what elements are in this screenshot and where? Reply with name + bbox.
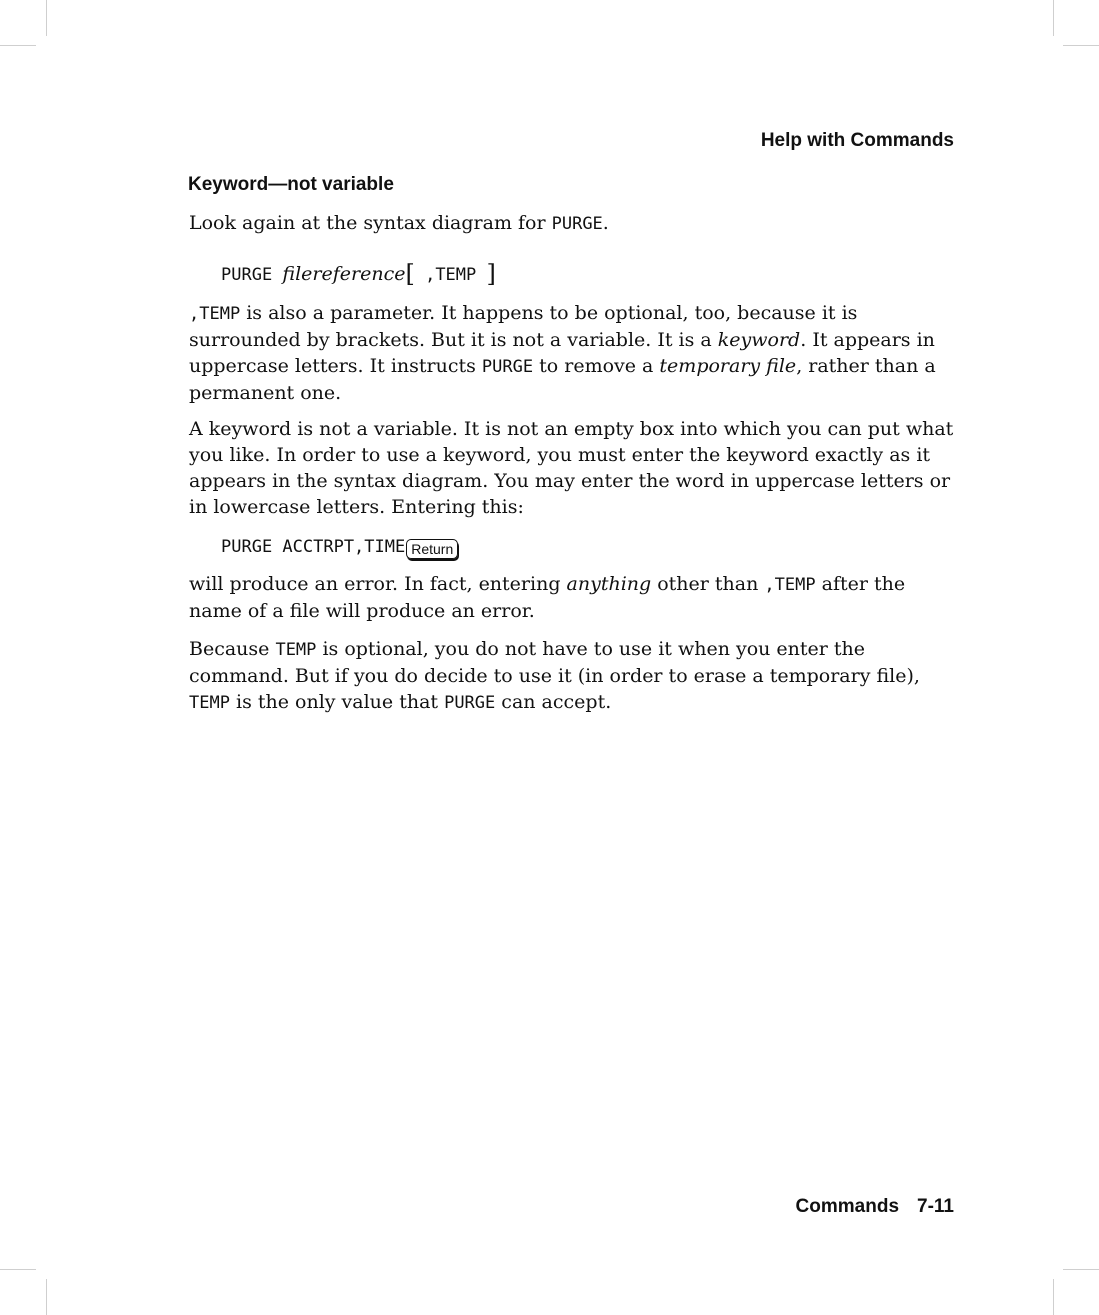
text: is the only value that [229,691,445,713]
text: , rather than a permanent one. [189,355,936,404]
section-title: Keyword—not variable [188,174,394,195]
paragraph-keyword-explanation [189,416,959,520]
bracket-close: ] [486,260,496,288]
text: . It appears in uppercase letters. It instructs [189,329,935,377]
running-head: Help with Commands [760,130,954,151]
text: other than [651,573,765,595]
text: can accept. [495,691,612,713]
crop-mark [0,45,36,46]
text: after the name of a file will produce an error. [189,573,906,622]
text: Because [189,638,276,660]
syntax-parameter: filereference [282,263,406,285]
example-code: PURGE ACCTRPT,TIME [221,537,406,557]
crop-mark [0,1269,36,1270]
page-footer [796,1196,954,1218]
crop-mark [1053,1279,1054,1315]
text: is also a parameter. It happens to be optional, too, because it is surrounded by brackets. But it is not a variable. It is a [189,302,858,351]
code-text: TEMP [275,640,317,660]
emphasis-text: keyword [717,329,801,351]
crop-mark [46,0,47,36]
paragraph-intro [189,210,959,237]
crop-mark [46,1279,47,1315]
emphasis-text: temporary file [659,355,797,377]
text: to remove a [533,355,660,377]
paragraph-error [189,571,959,624]
footer-chapter: Commands [795,1196,900,1217]
syntax-command: PURGE [221,265,283,285]
crop-mark [1063,45,1099,46]
example-command [221,533,458,560]
code-text: TEMP [189,693,230,713]
emphasis-text: anything [566,573,652,595]
return-key-icon: Return [406,539,458,559]
syntax-diagram [221,261,496,288]
paragraph-temp-optional [189,636,959,716]
crop-mark [1053,0,1054,36]
text: A keyword is not a variable. It is not an empty box into which you can put what you like. In order to use a keyword, you must enter the keyword exactly as it appears in the syntax diagram. You may enter the word in uppercase letters or in lowercase letters. Entering this: [189,418,954,518]
code-text: ,TEMP [189,304,241,324]
text: Look again at the syntax diagram for [189,212,552,234]
bracket-open: [ [405,260,415,288]
page-number: 7-11 [917,1196,954,1217]
code-text: PURGE [481,357,534,377]
crop-mark [1063,1269,1099,1270]
paragraph-temp-parameter [189,300,959,406]
syntax-keyword: ,TEMP [414,265,487,285]
text: will produce an error. In fact, entering [189,573,567,595]
code-text: PURGE [551,214,603,234]
code-text: ,TEMP [764,575,816,595]
code-text: PURGE [444,693,496,713]
text: . [602,212,609,234]
text: is optional, you do not have to use it when you enter the command. But if you do decide to use it (in order to erase a temporary file), [189,638,920,687]
